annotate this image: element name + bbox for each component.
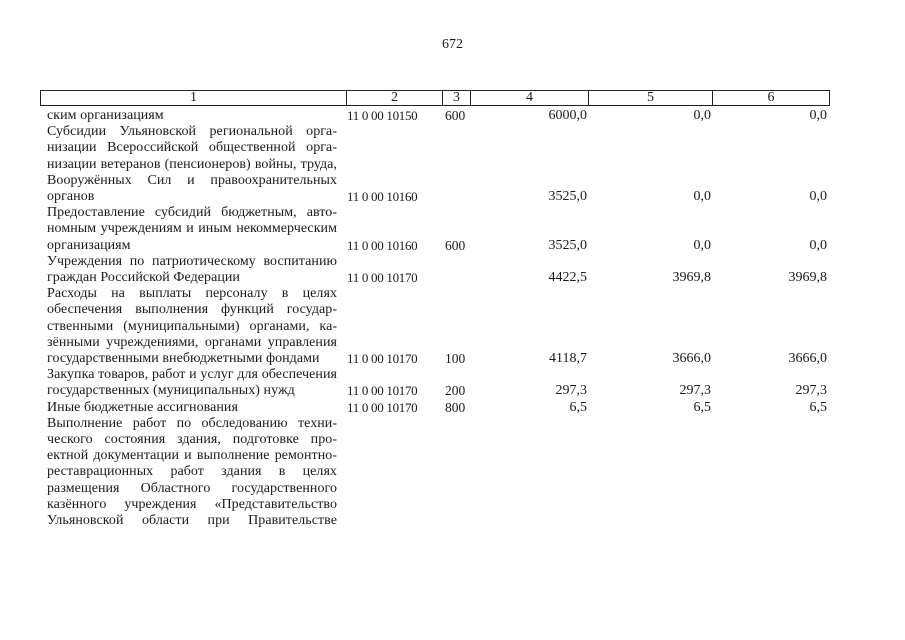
header-col-6: 6: [767, 90, 775, 105]
row-value-col5: 3969,8: [672, 270, 711, 286]
table-row: [47, 286, 837, 367]
row-value-col5: 0,0: [693, 237, 711, 253]
table-row: [47, 205, 837, 254]
header-col-1: 1: [41, 91, 347, 105]
row-expense-type: 200: [445, 383, 466, 399]
row-expense-type: 100: [445, 351, 466, 367]
row-value-col5: 0,0: [693, 189, 711, 205]
row-name: Закупка товаров, работ и услуг для обеспечения государственных (муниципальных) нужд: [47, 367, 337, 399]
row-code: 11 0 00 10170: [347, 399, 418, 415]
header-col-5: 5: [589, 91, 713, 105]
row-value-col6: 0,0: [809, 237, 827, 253]
table-header: [40, 90, 830, 106]
table-row: [47, 108, 837, 124]
table-row: [47, 367, 837, 399]
row-name: Расходы на выплаты персоналу в целях обеспечения выполнения функций государственными (муниципальными) органами, казёнными учреждениями, органами управления государственными внебюджетными фондами: [47, 286, 337, 367]
row-value-col6: 297,3: [795, 383, 827, 399]
budget-table: [47, 108, 837, 529]
row-value-col4: 3525,0: [548, 237, 587, 253]
row-value-col6: 0,0: [809, 189, 827, 205]
table-row: [47, 416, 837, 529]
table-row: [47, 400, 837, 416]
header-col-2: 2: [347, 91, 443, 105]
row-expense-type: 600: [445, 237, 466, 253]
row-code: 11 0 00 10170: [347, 270, 418, 286]
row-expense-type: 600: [445, 108, 466, 123]
row-value-col4: 6,5: [569, 399, 587, 415]
row-value-col4: 3525,0: [548, 189, 587, 205]
row-code: 11 0 00 10170: [347, 351, 418, 367]
row-value-col4: 297,3: [555, 383, 587, 399]
row-value-col4: 4118,7: [549, 351, 587, 367]
row-code: 11 0 00 10150: [347, 108, 418, 123]
row-value-col6: 3666,0: [788, 351, 827, 367]
row-value-col6: 3969,8: [788, 270, 827, 286]
header-col-3: 3: [443, 91, 471, 105]
page-number: 672: [442, 37, 463, 52]
header-col-4: 4: [471, 91, 589, 105]
row-value-col6: 0,0: [809, 108, 827, 123]
table-row: [47, 124, 837, 205]
row-name: Предоставление субсидий бюджетным, автономным учреждениям и иным некоммерческим организациям: [47, 205, 337, 253]
row-code: 11 0 00 10160: [347, 237, 418, 253]
row-name: Субсидии Ульяновской региональной организации Всероссийской общественной организации ветеранов (пенсионеров) войны, труда, Вооружённых Сил и правоохранительных органов: [47, 124, 337, 205]
row-name: Выполнение работ по обследованию технического состояния здания, подготовке проектной документации и выполнение ремонтно-реставрационных работ здания в целях размещения Областного государственного казённого учреждения «Представительство Ульяновской области при Правительстве: [47, 415, 337, 529]
row-value-col5: 3666,0: [672, 351, 711, 367]
row-value-col4: 6000,0: [548, 108, 587, 123]
row-value-col5: 6,5: [693, 399, 711, 415]
row-value-col6: 6,5: [809, 399, 827, 415]
row-code: 11 0 00 10170: [347, 383, 418, 399]
row-name: ским организациям: [47, 108, 164, 123]
row-code: 11 0 00 10160: [347, 189, 418, 205]
row-value-col5: 297,3: [679, 383, 711, 399]
row-expense-type: 800: [445, 399, 466, 415]
row-name: Иные бюджетные ассигнования: [47, 399, 238, 415]
table-row: [47, 254, 837, 286]
row-value-col4: 4422,5: [548, 270, 587, 286]
row-name: Учреждения по патриотическому воспитанию граждан Российской Федерации: [47, 253, 337, 286]
row-value-col5: 0,0: [693, 108, 711, 123]
